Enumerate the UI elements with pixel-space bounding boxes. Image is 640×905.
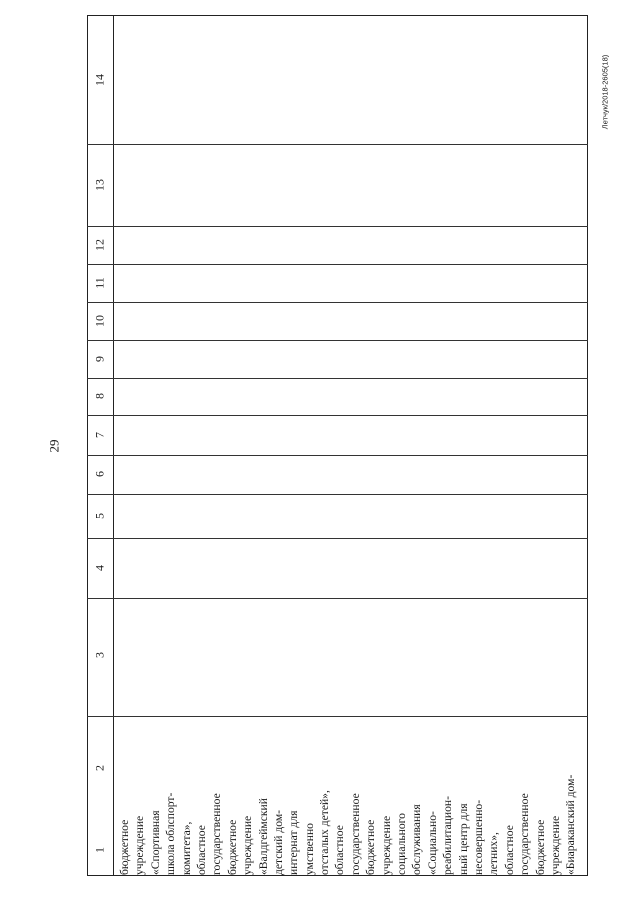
text-line: бюджетное (118, 819, 131, 875)
text-line: «Спортивная (148, 810, 162, 875)
text-line: интернат для (287, 810, 301, 875)
text-line: «Валдгеймский (256, 798, 270, 875)
text-line: детский дом- (271, 809, 285, 875)
text-line: бюджетное (364, 819, 378, 875)
text-line: комитета», (179, 821, 193, 875)
text-line: летних», (487, 832, 501, 875)
text-line: бюджетное (533, 819, 547, 875)
text-line: обслуживания (410, 804, 424, 875)
text-line: умственно (302, 823, 316, 875)
text-line: социального (395, 813, 409, 875)
column-3-cell-text (117, 159, 579, 875)
text-line: областное (194, 825, 208, 875)
text-line: областное (333, 825, 347, 875)
text-line: отсталых детей», (318, 790, 332, 875)
text-line: учреждение (379, 815, 393, 875)
text-line: реабилитацион- (441, 796, 455, 875)
page-number: 29 (46, 439, 62, 453)
text-line: учреждение (241, 815, 255, 875)
text-line: государственное (518, 793, 532, 875)
text-line: «Социально- (425, 811, 439, 875)
column-border (87, 144, 588, 145)
text-line: школа облспорт- (164, 792, 178, 875)
text-line: бюджетное (225, 819, 239, 875)
text-line: учреждение (548, 815, 562, 875)
text-line: государственное (210, 793, 224, 875)
text-line: несовершенно- (471, 799, 485, 875)
text-line: областное (502, 825, 516, 875)
text-line: учреждение (133, 815, 147, 875)
text-line: «Биараканский дом- (564, 774, 578, 875)
text-line: государственное (348, 793, 362, 875)
text-line: ный центр для (456, 803, 470, 875)
